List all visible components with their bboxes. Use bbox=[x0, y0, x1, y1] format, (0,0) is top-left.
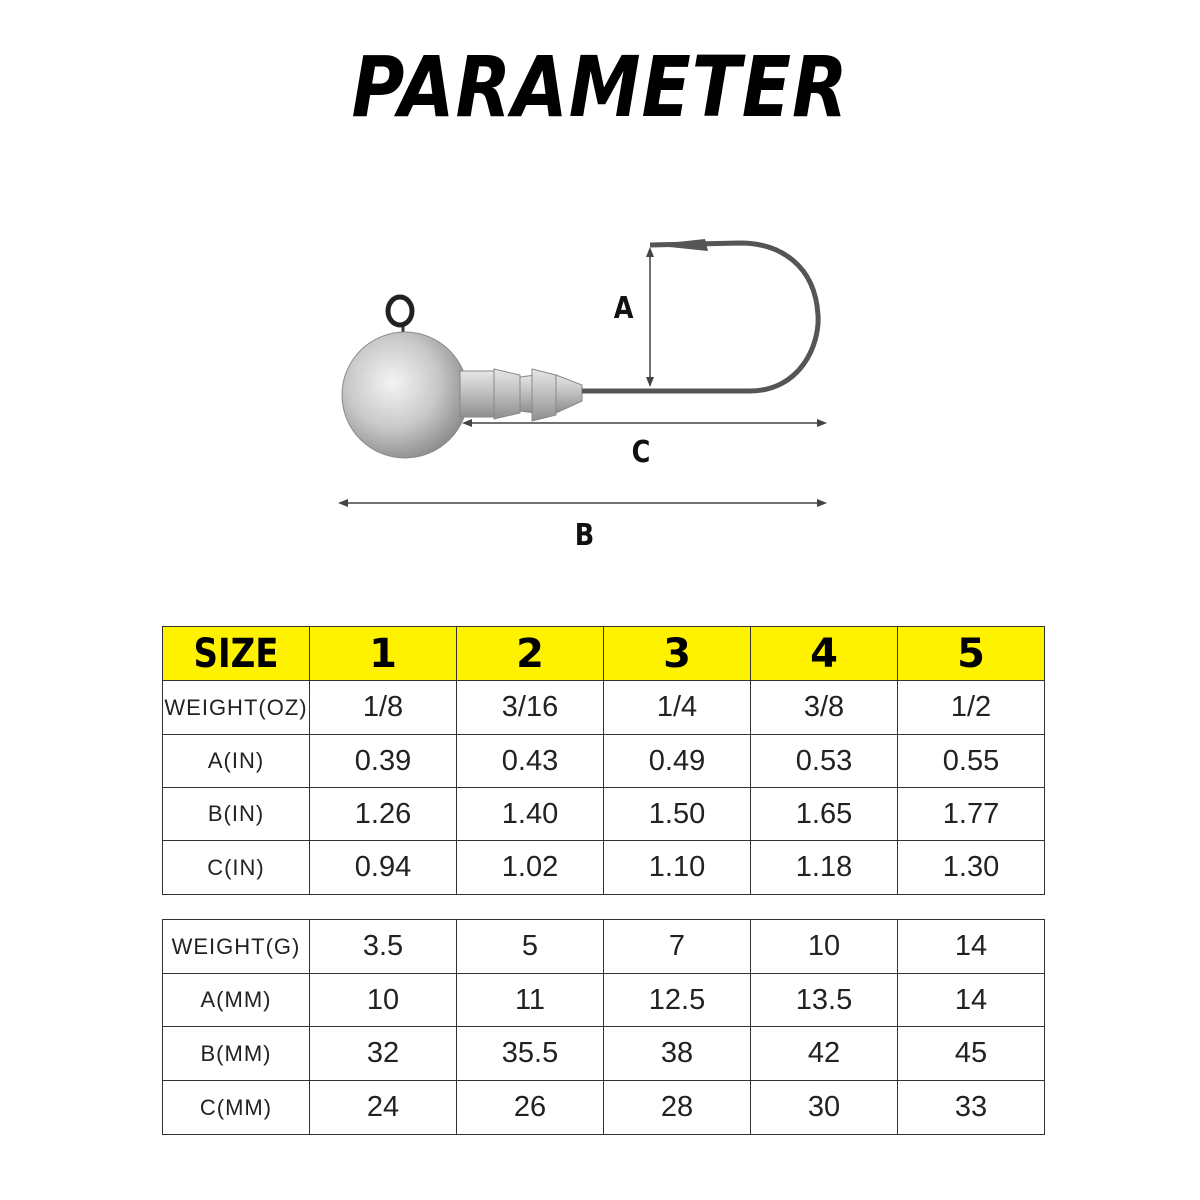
table-cell: 13.5 bbox=[751, 974, 898, 1027]
table-cell: 14 bbox=[898, 920, 1045, 974]
table-cell: 32 bbox=[310, 1027, 457, 1081]
table-row bbox=[163, 1081, 1045, 1135]
table-cell: 1.26 bbox=[310, 788, 457, 841]
table-row bbox=[163, 920, 1045, 974]
row-label: C(IN) bbox=[163, 841, 310, 895]
table-cell: 38 bbox=[604, 1027, 751, 1081]
table-cell: 10 bbox=[310, 974, 457, 1027]
size-header-cell: 1 bbox=[310, 627, 457, 681]
imperial-spec-table bbox=[162, 626, 1045, 895]
table-cell: 0.94 bbox=[310, 841, 457, 895]
table-row bbox=[163, 681, 1045, 735]
table-cell: 35.5 bbox=[457, 1027, 604, 1081]
size-header-cell: 5 bbox=[898, 627, 1045, 681]
dimension-c-line bbox=[462, 419, 827, 427]
table-row bbox=[163, 841, 1045, 895]
row-label: WEIGHT(G) bbox=[163, 920, 310, 974]
jig-hook-diagram bbox=[320, 225, 850, 565]
row-label: B(IN) bbox=[163, 788, 310, 841]
lead-head bbox=[342, 332, 468, 458]
table-cell: 33 bbox=[898, 1081, 1045, 1135]
row-label: B(MM) bbox=[163, 1027, 310, 1081]
hook-barb bbox=[650, 239, 708, 251]
row-label: WEIGHT(OZ) bbox=[163, 681, 310, 735]
table-cell: 26 bbox=[457, 1081, 604, 1135]
size-header-cell: 4 bbox=[751, 627, 898, 681]
table-cell: 1/2 bbox=[898, 681, 1045, 735]
table-cell: 12.5 bbox=[604, 974, 751, 1027]
size-header-cell: 3 bbox=[604, 627, 751, 681]
table-cell: 14 bbox=[898, 974, 1045, 1027]
dimension-c-label: C bbox=[631, 435, 651, 470]
table-cell: 28 bbox=[604, 1081, 751, 1135]
table-cell: 1.30 bbox=[898, 841, 1045, 895]
table-cell: 42 bbox=[751, 1027, 898, 1081]
table-cell: 0.55 bbox=[898, 735, 1045, 788]
table-cell: 5 bbox=[457, 920, 604, 974]
table-row bbox=[163, 735, 1045, 788]
metric-spec-table bbox=[162, 919, 1045, 1135]
size-header-cell: 2 bbox=[457, 627, 604, 681]
table-cell: 3/8 bbox=[751, 681, 898, 735]
table-cell: 10 bbox=[751, 920, 898, 974]
row-label: A(MM) bbox=[163, 974, 310, 1027]
table-cell: 1.50 bbox=[604, 788, 751, 841]
table-cell: 0.39 bbox=[310, 735, 457, 788]
table-row bbox=[163, 788, 1045, 841]
table-cell: 1.18 bbox=[751, 841, 898, 895]
table-cell: 7 bbox=[604, 920, 751, 974]
table-cell: 1/8 bbox=[310, 681, 457, 735]
jig-hook-illustration bbox=[320, 225, 850, 565]
size-header-label: SIZE bbox=[163, 627, 310, 681]
table-cell: 1.10 bbox=[604, 841, 751, 895]
table-cell: 3.5 bbox=[310, 920, 457, 974]
table-cell: 1.77 bbox=[898, 788, 1045, 841]
table-cell: 30 bbox=[751, 1081, 898, 1135]
table-row bbox=[163, 1027, 1045, 1081]
table-cell: 3/16 bbox=[457, 681, 604, 735]
table-cell: 0.43 bbox=[457, 735, 604, 788]
size-header-row bbox=[163, 627, 1045, 681]
row-label: A(IN) bbox=[163, 735, 310, 788]
table-cell: 1.40 bbox=[457, 788, 604, 841]
collar bbox=[460, 369, 582, 421]
dimension-b-line bbox=[338, 499, 827, 507]
dimension-b-label: B bbox=[574, 518, 595, 553]
table-cell: 1.02 bbox=[457, 841, 604, 895]
row-label: C(MM) bbox=[163, 1081, 310, 1135]
table-cell: 0.53 bbox=[751, 735, 898, 788]
dimension-a-label: A bbox=[613, 291, 634, 326]
table-cell: 1.65 bbox=[751, 788, 898, 841]
table-cell: 24 bbox=[310, 1081, 457, 1135]
dimension-a-line bbox=[646, 247, 654, 387]
table-cell: 11 bbox=[457, 974, 604, 1027]
table-cell: 0.49 bbox=[604, 735, 751, 788]
table-cell: 1/4 bbox=[604, 681, 751, 735]
table-row bbox=[163, 974, 1045, 1027]
table-cell: 45 bbox=[898, 1027, 1045, 1081]
page-title: PARAMETER bbox=[351, 38, 849, 136]
